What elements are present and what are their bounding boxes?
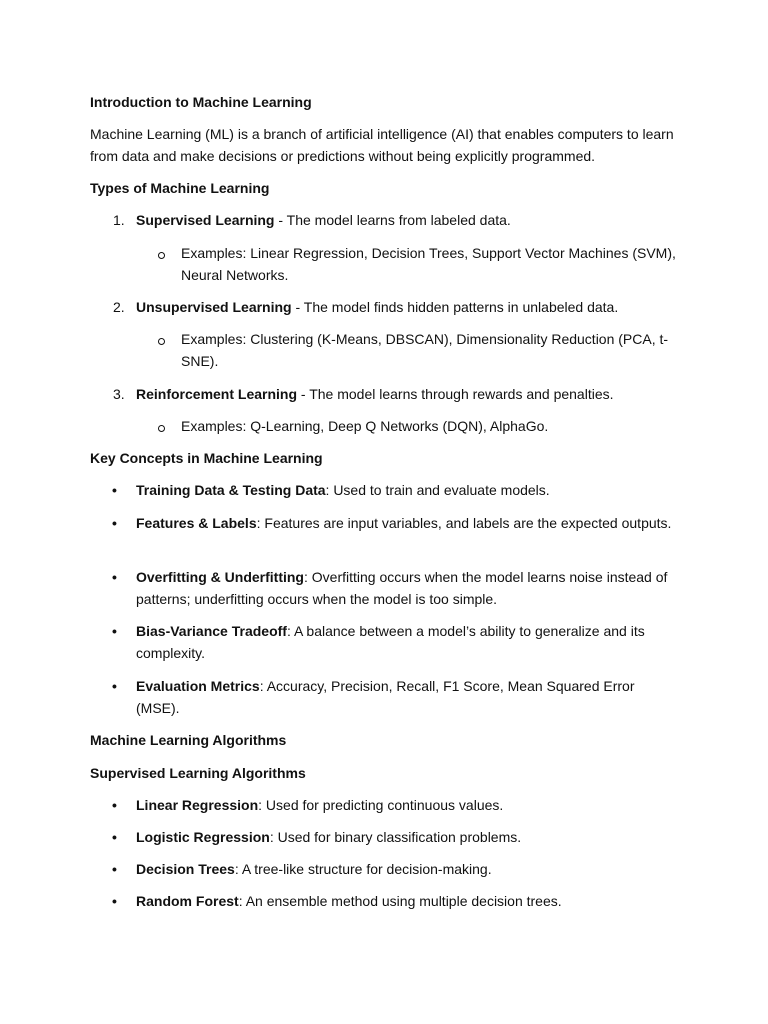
list-item — [136, 296, 676, 318]
intro-paragraph: Machine Learning (ML) is a branch of artificial intelligence (AI) that enables computers to learn from data and make decisions or predictions without being explicitly programmed. — [90, 126, 674, 164]
list-item-desc: : A balance between a model’s ability to generalize and its complexity. — [136, 623, 645, 661]
list-item-desc: : Features are input variables, and labels are the expected outputs. — [256, 515, 672, 531]
sub-list-item: Examples: Clustering (K-Means, DBSCAN), Dimensionality Reduction (PCA, t-SNE). — [181, 331, 669, 369]
list-item-term: Evaluation Metrics — [136, 678, 260, 694]
list-item — [136, 479, 676, 501]
hollow-bullet-icon — [158, 425, 165, 432]
list-item — [136, 512, 676, 534]
list-item-desc: : Accuracy, Precision, Recall, F1 Score, Mean Squared Error (MSE). — [136, 678, 635, 716]
bullet-icon: • — [112, 515, 117, 531]
list-item-term: Random Forest — [136, 893, 239, 909]
list-item-desc: : Used for predicting continuous values. — [258, 797, 504, 813]
list-item-desc: : An ensemble method using multiple decision trees. — [238, 893, 562, 909]
list-item-desc: - The model finds hidden patterns in unlabeled data. — [291, 299, 619, 315]
list-item-term: Features & Labels — [136, 515, 257, 531]
list-item-term: Linear Regression — [136, 797, 259, 813]
list-item-desc: - The model learns through rewards and penalties. — [297, 386, 614, 402]
list-number: 2. — [113, 299, 125, 315]
sub-list-item: Examples: Q-Learning, Deep Q Networks (DQN), AlphaGo. — [181, 418, 549, 434]
list-number: 1. — [113, 212, 125, 228]
list-item-desc: : Used for binary classification problems. — [269, 829, 522, 845]
list-item-term: Unsupervised Learning — [136, 299, 292, 315]
list-item — [136, 794, 676, 816]
list-item-term: Bias-Variance Tradeoff — [136, 623, 287, 639]
bullet-icon: • — [112, 623, 117, 639]
supervised-algorithms-heading: Supervised Learning Algorithms — [90, 765, 306, 781]
bullet-icon: • — [112, 861, 117, 877]
list-item — [136, 566, 676, 610]
list-item — [136, 858, 676, 880]
document-title: Introduction to Machine Learning — [90, 94, 312, 110]
list-item-term: Reinforcement Learning — [136, 386, 298, 402]
concepts-heading: Key Concepts in Machine Learning — [90, 450, 323, 466]
list-item-term: Supervised Learning — [136, 212, 275, 228]
bullet-icon: • — [112, 893, 117, 909]
hollow-bullet-icon — [158, 252, 165, 259]
bullet-icon: • — [112, 797, 117, 813]
list-number: 3. — [113, 386, 125, 402]
hollow-bullet-icon — [158, 338, 165, 345]
bullet-icon: • — [112, 482, 117, 498]
list-item-term: Overfitting & Underfitting — [136, 569, 304, 585]
list-item — [136, 383, 676, 405]
list-item — [136, 826, 676, 848]
list-item-desc: : A tree-like structure for decision-making. — [234, 861, 492, 877]
list-item-term: Logistic Regression — [136, 829, 270, 845]
algorithms-heading: Machine Learning Algorithms — [90, 732, 287, 748]
bullet-icon: • — [112, 829, 117, 845]
bullet-icon: • — [112, 678, 117, 694]
list-item — [136, 890, 676, 912]
sub-list-item: Examples: Linear Regression, Decision Trees, Support Vector Machines (SVM), Neural Networks. — [181, 245, 676, 283]
bullet-icon: • — [112, 569, 117, 585]
list-item — [136, 620, 676, 664]
types-heading: Types of Machine Learning — [90, 180, 270, 196]
list-item-term: Training Data & Testing Data — [136, 482, 326, 498]
list-item-desc: - The model learns from labeled data. — [274, 212, 511, 228]
list-item-desc: : Overfitting occurs when the model learns noise instead of patterns; underfitting occurs when the model is too simple. — [136, 569, 668, 607]
list-item-desc: : Used to train and evaluate models. — [325, 482, 550, 498]
list-item-term: Decision Trees — [136, 861, 235, 877]
list-item — [136, 209, 676, 231]
list-item — [136, 675, 676, 719]
